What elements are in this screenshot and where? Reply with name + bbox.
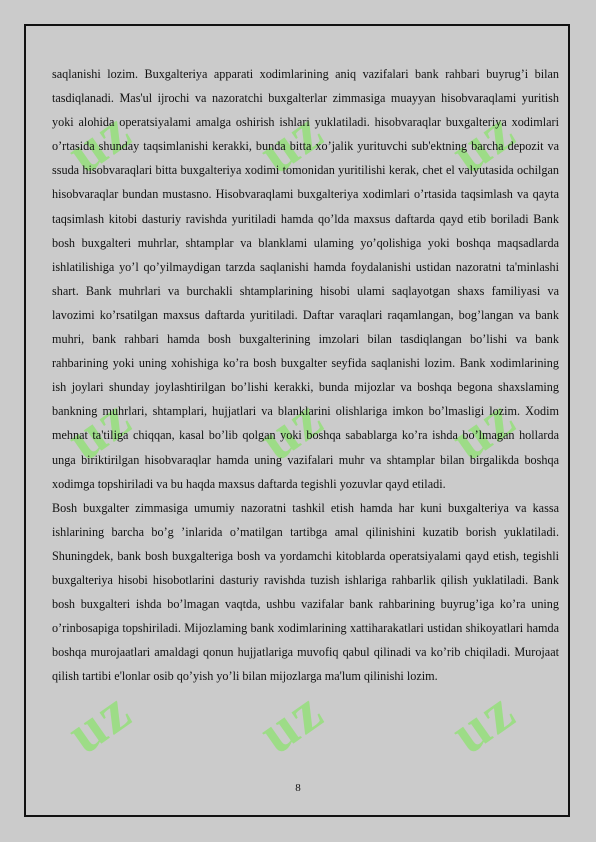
watermark: uz [438,677,528,766]
paragraph: Bosh buxgalter zimmasiga umumiy nazoratni tashkil etish hamda har kuni buxgalteriya va kassa ishlarining barcha bo’g ’inlarida o’matilgan tartibga amal qilinishini kuzatib borish yuklatiladi. Shuningdek, bank bosh buxgalteriga bosh va yordamchi kitoblarda operatsiyalami qayd etish, tegishli buxgalteriya hisobi hisobotlarini dasturiy ravishda tuzish ishlariga rahbarlik qilish yuklatiladi. Bank bosh buxgalteri ishda bo’lmagan vaqtda, ushbu vazifalar bank rahbarining buyrug’iga ko’ra uning o’rinbosapiga topshiriladi. Mijozlaming bank xodimlarining xattiharakatlari ustidan shikoyatlari hamda boshqa murojaatlari amaldagi qonun hujjatlariga muvofiq qabul qilinadi va ko’rib chiqiladi. Murojaat qilish tartibi e'lonlar osib qo’yish yo’li bilan mijozlarga ma'lum qilinishi lozim. [52,500,559,684]
watermark: uz [54,677,144,766]
watermark: uz [54,384,144,473]
body-text [52,62,559,688]
watermark: uz [246,384,336,473]
watermark: uz [246,677,336,766]
watermark: uz [438,384,528,473]
watermark: uz [54,97,144,186]
watermark: uz [438,97,528,186]
paragraph: saqlanishi lozim. Buxgalteriya apparati xodimlarining aniq vazifalari bank rahbari buyrug’i bilan tasdiqlanadi. Mas'ul ijrochi va nazoratchi buxgalterlar zimmasiga muayyan hisobvaraqlami yuritish yoki alohida operatsiyalami amalga oshirish ishlari yuklatiladi. hisobvaraqlar buxgalteriya xodimlari o’rtasida shunday taqsimlanishi kerakki, bunda bitta xo’jalik yurituvchi sub'ektning barcha depozit va ssuda hisobvaraqlari bitta buxgalteriya xodimi tomonidan yuritilishi kerak, chet el valyutasida ochilgan hisobvaraqlar bundan mustasno. Hisobvaraqlami buxgalteriya xodimlari o’rtasida taqsimlash va qayta taqsimlash kitobi dasturiy ravishda yuritiladi hamda qo’lda maxsus daftarda qayd etib boriladi Bank bosh buxgalteri muhrlar, shtamplar va blanklami ulaming yo’qolishiga yoki boshqa maqsadlarda ishlatilishiga yo’l qo’yilmaydigan tarzda saqlanishi hamda foydalanishi ustidan nazoratni ta'minlashi shart. Bank muhrlari va burchakli shtamplarining hisobi ulami saqlayotgan shaxs familiyasi va lavozimi ko’rsatilgan maxsus daftarda yuritiladi. Daftar varaqlari raqamlangan, bog’langan va bank muhri, bank rahbari hamda bosh buxgalterining imzolari bilan tasdiqlangan bo’lishi va bank rahbarining yoki uning xohishiga ko’ra bosh buxgalter seyfida saqlanishi lozim. Bank xodimlarining ish joylari shunday joylashtirilgan bo’lishi kerakki, bunda mijozlar va boshqa begona shaxslaming bankning muhrlari, shtamplari, hujjatlari va blanklarini olishlariga imkon bo’lmasligi lozim. Xodim mehnat ta'tiliga chiqqan, kasal bo’lib qolgan yoki boshqa sabablarga ko’ra ishda bo’lmagan hollarda unga biriktirilgan hisobvaraqlar hamda uning vazifalari muhr va shtamplar bilan birgalikda boshqa xodimga topshiriladi va bu haqda maxsus daftarda tegishli yozuvlar qayd etiladi. [52,67,559,491]
watermark: uz [246,97,336,186]
page-number: 8 [295,782,301,794]
